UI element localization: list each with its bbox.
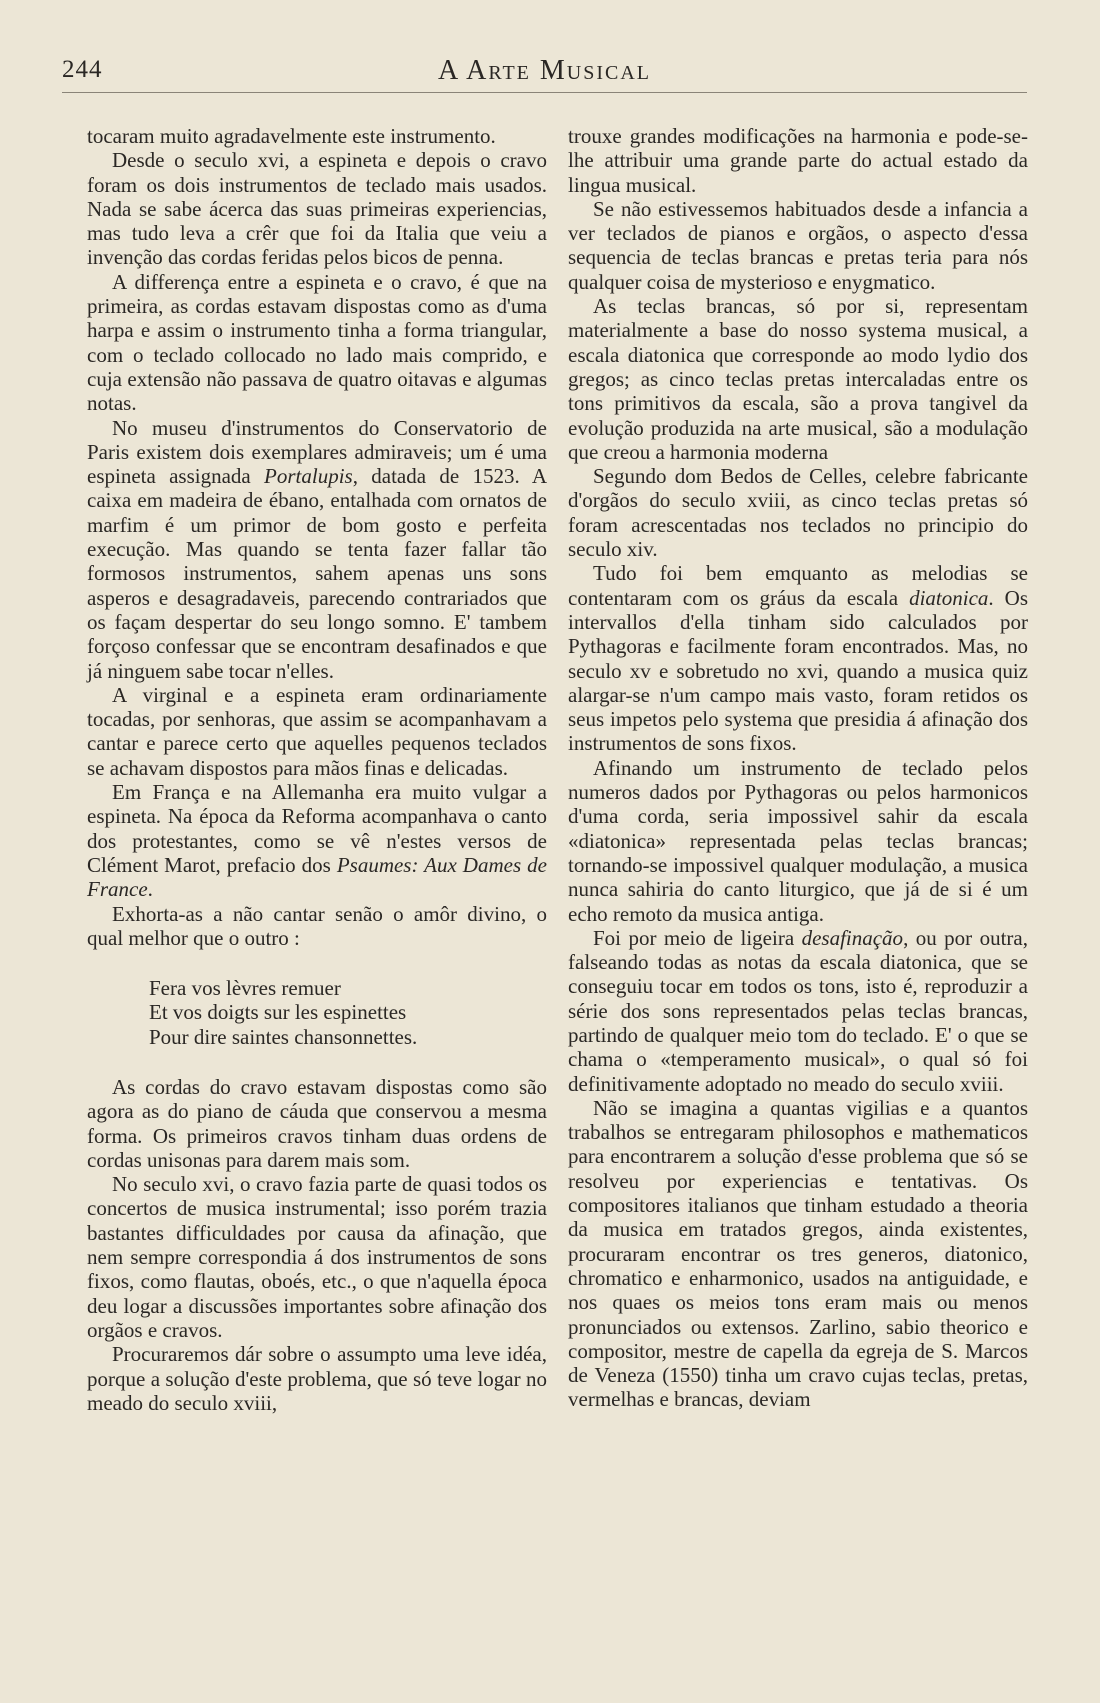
paragraph: As teclas brancas, só por si, representam materialmente a base do nosso systema musical, a escala diatonica que corresponde ao modo lydio dos gregos; as cinco teclas pretas intercaladas entre os tons primitivos da escala, são a prova tangivel da evolução produzida na arte musical, são a modulação que creou a harmonia moderna (568, 294, 1028, 464)
italic-text: Portalupis (264, 464, 353, 489)
paragraph: Procuraremos dár sobre o assumpto uma leve idéa, porque a solução d'este problema, que só teve logar no meado do seculo xviii, (87, 1342, 547, 1415)
left-column (87, 124, 547, 1415)
paragraph: Exhorta-as a não cantar senão o amôr divino, o qual melhor que o outro : (87, 901, 547, 950)
paragraph (568, 926, 1028, 1096)
text-run: No museu d'instrumentos do Conservatorio de Paris existem dois exemplares admiraveis; um é uma espineta assignada (87, 415, 547, 489)
text-run: Tudo foi bem emquanto as melodias se contentaram com os gráus da escala (568, 561, 1028, 610)
page-number: 244 (62, 56, 103, 83)
text-run: . Os intervallos d'ella tinham sido calculados por Pythagoras e facilmente foram encontrados. Mas, no seculo xv e sobretudo no xvi, quando a musica quiz alargar-se n'um campo mais vasto, foram retidos os seus impetos pelo systema que presidia á afinação dos instrumentos de sons fixos. (568, 585, 1028, 756)
text-run: . (147, 877, 153, 902)
right-column (568, 124, 1028, 1412)
paragraph: A virginal e a espineta eram ordinariamente tocadas, por senhoras, que assim se acompanhavam a cantar e parece certo que aquelles pequenos teclados se achavam dispostos para mãos finas e delicadas. (87, 682, 547, 780)
paragraph: Não se imagina a quantas vigilias e a quantos trabalhos se entregaram philosophos e mathematicos para encontrarem a solução d'esse problema que só se resolveu por experiencias e tentativas. Os compositores italianos que tinham estudado a theoria da musica em tratados gregos, ainda existentes, procuraram encontrar os tres generos, diatonico, chromatico e enharmonico, usados na antiguidade, e nos quaes os meios tons eram mais ou menos pronunciados ou extensos. Zarlino, sabio theorico e compositor, mestre de capella da egreja de S. Marcos de Veneza (1550) tinha um cravo cujas teclas, pretas, vermelhas e brancas, deviam (568, 1095, 1028, 1412)
paragraph: No seculo xvi, o cravo fazia parte de quasi todos os concertos de musica instrumental; isso porém trazia bastantes difficuldades por causa da afinação, que nem sempre correspondia á dos instrumentos de sons fixos, como flautas, oboés, etc., o que n'aquella época deu logar a discussões importantes sobre afinação dos orgãos e cravos. (87, 1172, 547, 1342)
paragraph: Desde o seculo xvi, a espineta e depois o cravo foram os dois instrumentos de teclado mais usados. Nada se sabe ácerca das suas primeiras experiencias, mas tudo leva a crêr que foi da Italia que veiu a invenção das cordas feridas pelos bicos de penna. (87, 148, 547, 270)
paragraph: A differença entre a espineta e o cravo, é que na primeira, as cordas estavam dispostas como as d'uma harpa e assim o instrumento tinha a forma triangular, com o teclado collocado no lado mais comprido, e cuja extensão não passava de quatro oitavas e algumas notas. (87, 269, 547, 416)
italic-text: desafinação (801, 925, 904, 950)
verse-line: Et vos doigts sur les espinettes (149, 1000, 407, 1025)
paragraph (568, 561, 1028, 755)
paragraph: Segundo dom Bedos de Celles, celebre fabricante d'orgãos do seculo xviii, as cinco teclas pretas só foram acrescentadas nos teclados no principio do seculo xiv. (568, 464, 1028, 562)
page-header (62, 44, 1027, 93)
paragraph: Se não estivessemos habituados desde a infancia a ver teclados de pianos e orgãos, o aspecto d'essa sequencia de teclas brancas e pretas teria para nós qualquer coisa de mysterioso e enygmatico. (568, 196, 1028, 294)
verse-line: Pour dire saintes chansonnettes. (149, 1024, 418, 1049)
text-run: Foi por meio de ligeira (593, 925, 802, 950)
paragraph: Afinando um instrumento de teclado pelos numeros dados por Pythagoras ou pelos harmonicos d'uma corda, seria impossivel sahir da escala «diatonica» representada pelas teclas brancas; tornando-se impossivel qualquer modulação, a musica nunca sahiria do canto liturgico, que já de si é um echo remoto da musica antiga. (568, 755, 1028, 926)
paragraph (87, 780, 547, 901)
text-run: , ou por outra, falseando todas as notas da escala diatonica, que se conseguiu tocar em todos os tons, isto é, reproduzir a série dos sons representados pelas teclas brancas, partindo de qualquer meio tom do teclado. E' o que se chama o «temperamento musical», o qual só foi definitivamente adoptado no meado do seculo xviii. (568, 925, 1028, 1096)
running-title: A Arte Musical (437, 55, 652, 86)
verse-line: Fera vos lèvres remuer (149, 976, 341, 1001)
verse-block (149, 976, 547, 1049)
italic-text: Psaumes: Aux Dames de France (87, 852, 547, 902)
text-run: , datada de 1523. A caixa em madeira de ébano, entalhada com ornatos de marfim é um primor de bom gosto e perfeita execução. Mas quando se tenta fazer fallar tão formosos instrumentos, sahem apenas uns sons asperos e desagradaveis, parecendo contrariados que os façam despertar do seu longo somno. E' tambem forçoso confessar que se encontram desafinados e que já ninguem sabe tocar n'elles. (87, 464, 547, 683)
paragraph (87, 416, 547, 683)
text-run: Em França e na Allemanha era muito vulgar a espineta. Na época da Reforma acompanhava o canto dos protestantes, como se vê n'estes versos de Clément Marot, prefacio dos (87, 780, 547, 877)
paragraph: tocaram muito agradavelmente este instrumento. (87, 124, 496, 148)
paragraph: As cordas do cravo estavam dispostas como são agora as do piano de cáuda que conservou a mesma forma. Os primeiros cravos tinham duas ordens de cordas unisonas para darem mais som. (87, 1074, 547, 1172)
italic-text: diatonica (909, 585, 989, 610)
paragraph: trouxe grandes modificações na harmonia e pode-se-lhe attribuir uma grande parte do actual estado da lingua musical. (568, 124, 1028, 197)
